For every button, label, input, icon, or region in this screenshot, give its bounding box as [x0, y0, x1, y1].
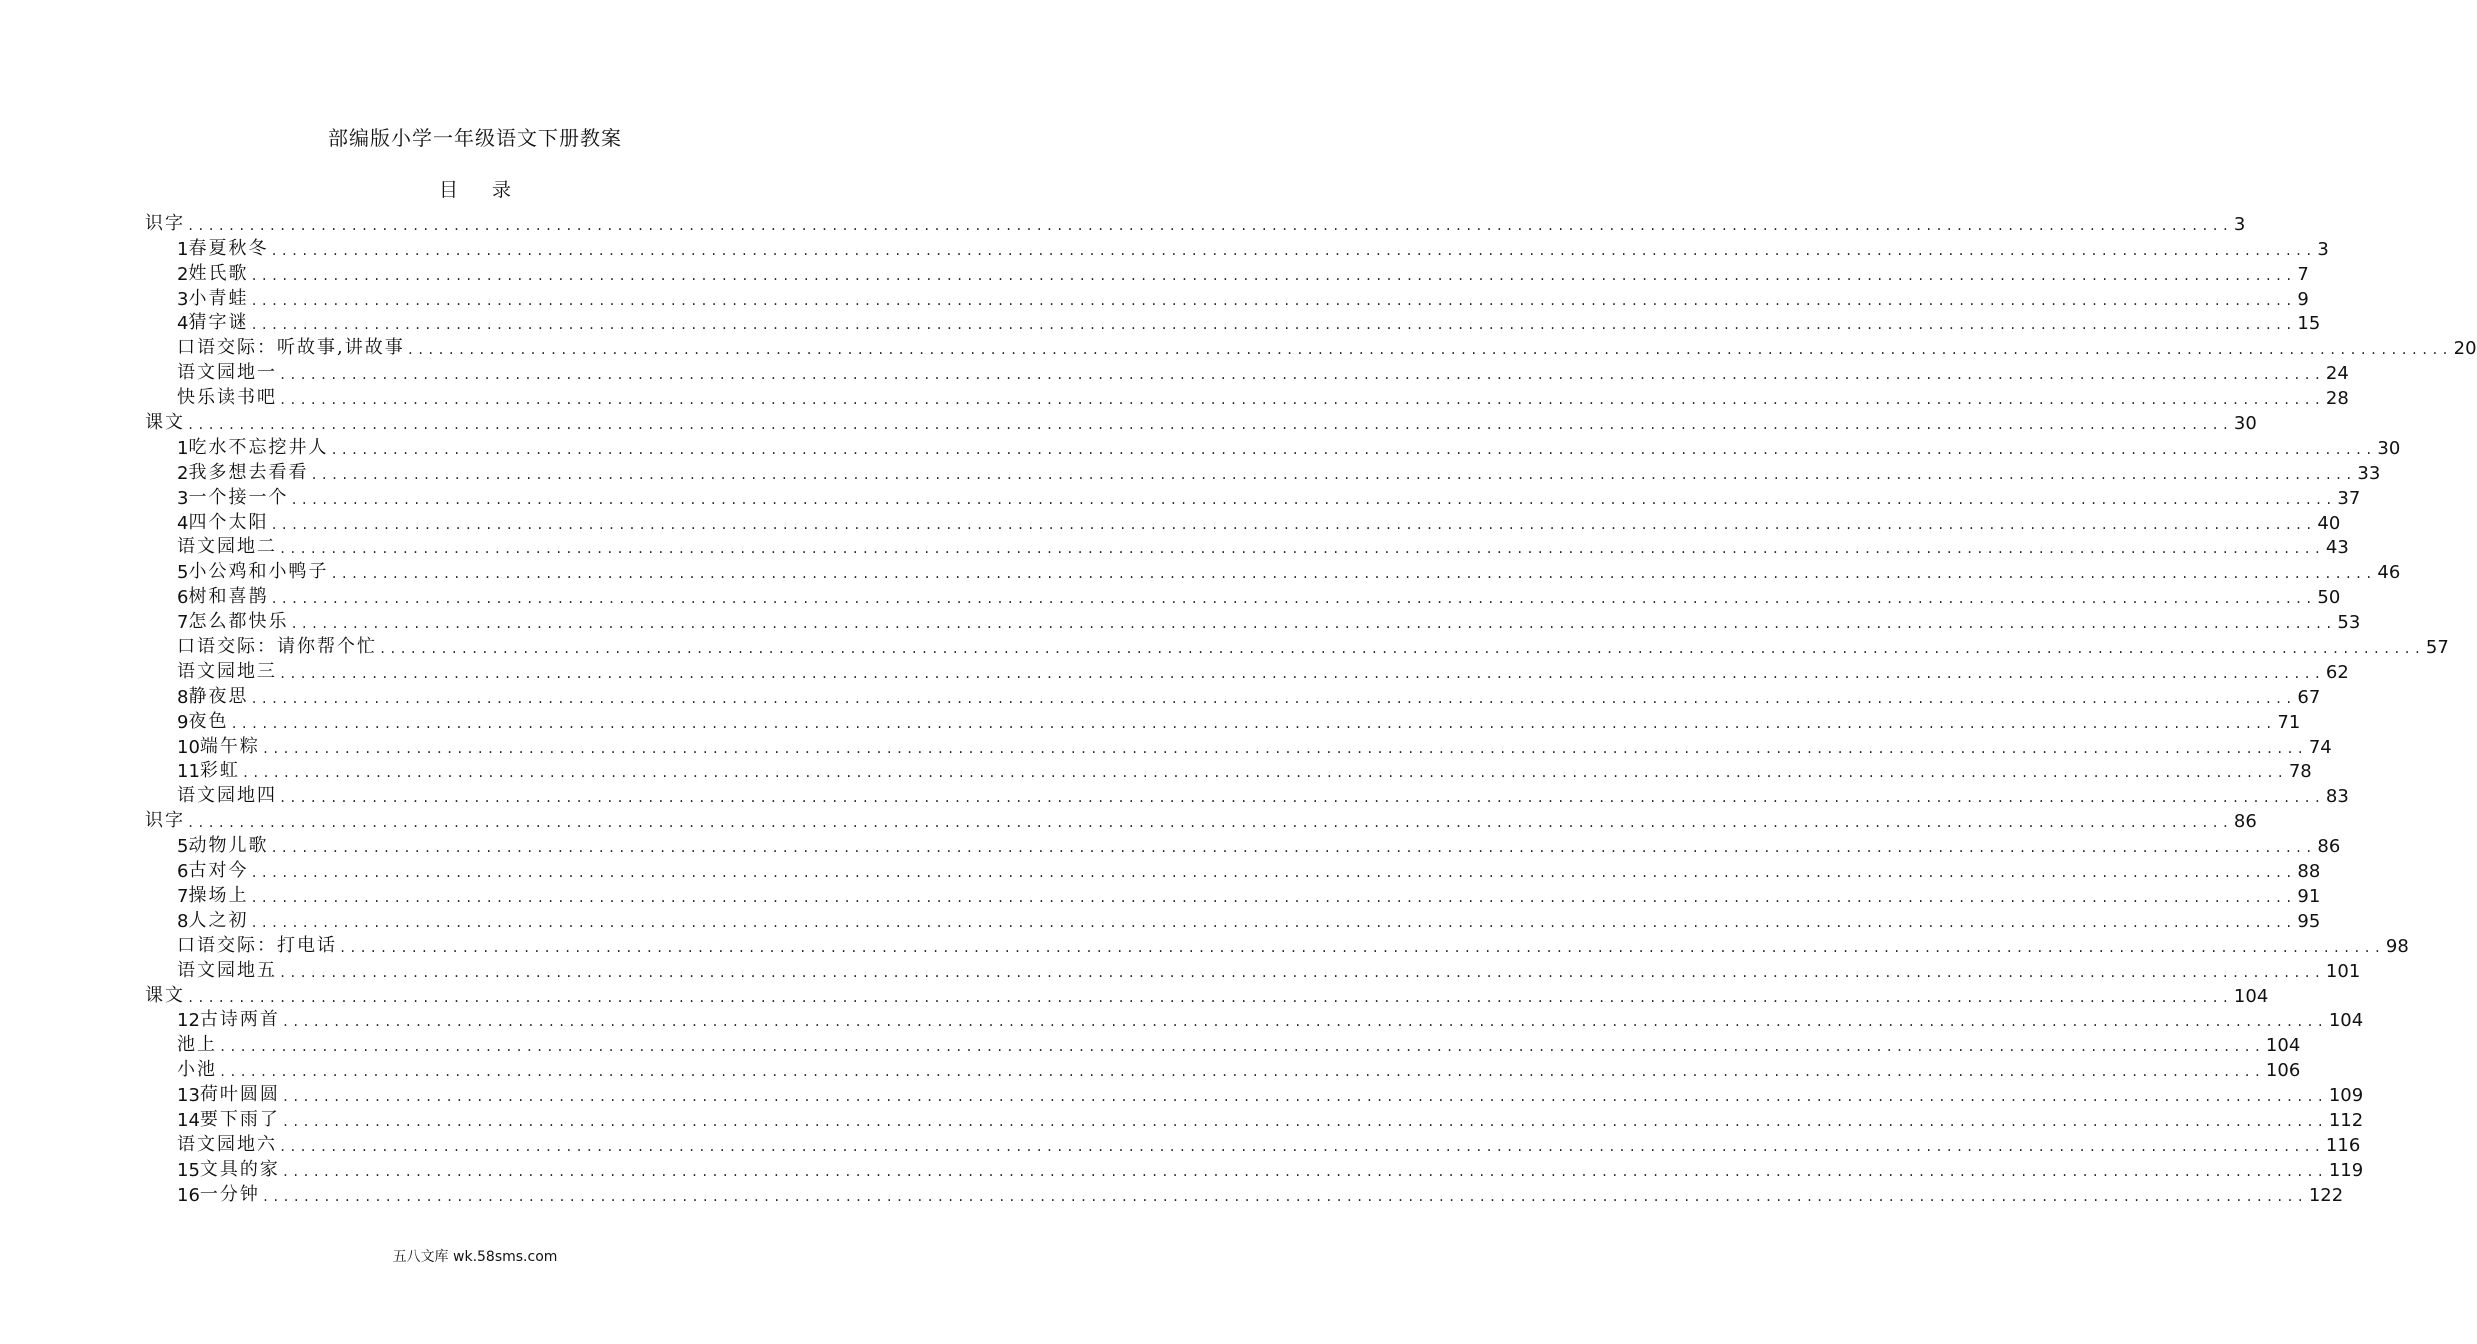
- toc-entry-page: 53: [2337, 612, 2361, 634]
- toc-entry-label: 识字: [145, 810, 185, 832]
- toc-entry[interactable]: [145, 1181, 2344, 1206]
- toc-entry-label: 操场上: [188, 884, 249, 906]
- toc-entry[interactable]: [145, 285, 2309, 310]
- toc-entry[interactable]: [145, 1106, 2364, 1131]
- toc-leader-dots: ........................................................................................................................................................................................................: [270, 517, 2316, 532]
- toc-entry-page: 62: [2325, 661, 2349, 683]
- toc-entry-page: 104: [2265, 1035, 2301, 1057]
- toc-entry-page: 20: [2453, 338, 2477, 360]
- toc-entry-label: 古诗两首: [199, 1009, 280, 1031]
- toc-entry-label: 要下雨了: [199, 1108, 280, 1130]
- toc-leader-dots: ........................................................................................................................................................................................................: [241, 766, 2287, 781]
- toc-entry-label: 怎么都快乐: [188, 611, 289, 633]
- toc-entry[interactable]: [145, 658, 2349, 683]
- toc-entry-number: 6: [177, 587, 189, 609]
- toc-entry-page: 40: [2317, 512, 2341, 534]
- toc-entry-label: 夜色: [188, 710, 229, 732]
- toc-leader-dots: ........................................................................................................................................................................................................: [281, 1164, 2327, 1179]
- toc-entry-label: 树和喜鹊: [188, 586, 269, 608]
- toc-entry[interactable]: [145, 260, 2309, 285]
- toc-leader-dots: ........................................................................................................................................................................................................: [187, 418, 2232, 433]
- toc-entry[interactable]: [145, 434, 2401, 459]
- toc-entry[interactable]: [145, 708, 2301, 733]
- toc-entry-label: 猜字谜: [188, 312, 249, 334]
- toc-entry-number: 16: [177, 1184, 200, 1206]
- toc-entry-page: 67: [2297, 686, 2321, 708]
- toc-entry-page: 74: [2308, 736, 2332, 758]
- toc-entry[interactable]: [145, 1156, 2364, 1181]
- toc-entry[interactable]: [145, 583, 2341, 609]
- toc-entry[interactable]: [145, 384, 2349, 410]
- toc-entry-page: 15: [2297, 313, 2321, 335]
- toc-leader-dots: ........................................................................................................................................................................................................: [261, 1189, 2307, 1204]
- toc-entry-page: 104: [2328, 1010, 2364, 1032]
- toc-entry-number: 4: [177, 313, 189, 335]
- toc-entry-label: 语文园地四: [177, 785, 277, 807]
- toc-entry-page: 119: [2328, 1159, 2364, 1181]
- toc-leader-dots: ........................................................................................................................................................................................................: [250, 890, 2296, 905]
- toc-entry-number: 2: [177, 263, 189, 285]
- toc-entry-label: 小青蛙: [188, 287, 249, 309]
- toc-entry-label: 小公鸡和小鸭子: [188, 561, 329, 583]
- toc-entry[interactable]: [145, 459, 2381, 484]
- toc-entry-page: 98: [2385, 935, 2409, 957]
- toc-leader-dots: ........................................................................................................................................................................................................: [187, 990, 2232, 1005]
- toc-entry-number: 4: [177, 512, 189, 534]
- toc-entry[interactable]: [145, 907, 2321, 932]
- toc-entry-page: 28: [2325, 388, 2349, 410]
- toc-entry-page: 116: [2325, 1134, 2361, 1156]
- toc-entry-number: 14: [177, 1109, 200, 1131]
- toc-entry-page: 86: [2317, 836, 2341, 858]
- toc-entry-label: 课文: [145, 412, 185, 434]
- toc-leader-dots: ........................................................................................................................................................................................................: [250, 691, 2296, 706]
- toc-entry-label: 春夏秋冬: [188, 237, 269, 259]
- toc-entry-page: 46: [2377, 562, 2401, 584]
- toc-leader-dots: ........................................................................................................................................................................................................: [219, 1040, 2264, 1055]
- toc-entry-number: 5: [177, 836, 189, 858]
- toc-entry-number: 8: [177, 910, 189, 932]
- toc-leader-dots: ........................................................................................................................................................................................................: [270, 841, 2316, 856]
- toc-entry-label: 古对今: [188, 860, 249, 882]
- toc-entry-label: 静夜思: [188, 685, 249, 707]
- toc-entry[interactable]: [145, 1131, 2361, 1156]
- toc-entry-label: 语文园地六: [177, 1133, 277, 1155]
- toc-entry-label: 语文园地五: [177, 959, 277, 981]
- toc-leader-dots: ........................................................................................................................................................................................................: [379, 642, 2424, 657]
- toc-entry-number: 7: [177, 612, 189, 634]
- toc-entry-number: 3: [177, 288, 189, 310]
- toc-entry-number: 13: [177, 1085, 200, 1107]
- toc-leader-dots: ........................................................................................................................................................................................................: [279, 965, 2324, 980]
- toc-entry-page: 101: [2325, 960, 2361, 982]
- toc-entry-page: 91: [2297, 885, 2321, 907]
- toc-entry[interactable]: [145, 334, 2477, 360]
- toc-entry[interactable]: [145, 534, 2349, 559]
- toc-entry-label: 彩虹: [199, 760, 240, 782]
- toc-entry-page: 78: [2288, 761, 2312, 783]
- toc-leader-dots: ........................................................................................................................................................................................................: [270, 592, 2316, 607]
- toc-entry-label: 我多想去看看: [188, 461, 309, 483]
- toc-entry[interactable]: [145, 832, 2341, 858]
- toc-entry-label: 口语交际：请你帮个忙: [177, 636, 377, 658]
- toc-entry[interactable]: [145, 882, 2321, 907]
- toc-entry-number: 5: [177, 562, 189, 584]
- toc-entry-page: 43: [2325, 537, 2349, 559]
- toc-leader-dots: ........................................................................................................................................................................................................: [281, 1090, 2327, 1105]
- document-title: 部编版小学一年级语文下册教案: [328, 126, 622, 150]
- toc-entry[interactable]: [145, 1007, 2364, 1032]
- toc-entry[interactable]: [145, 1031, 2301, 1057]
- toc-leader-dots: ........................................................................................................................................................................................................: [230, 716, 2276, 731]
- toc-entry-number: 15: [177, 1159, 200, 1181]
- toc-entry-number: 8: [177, 686, 189, 708]
- toc-entry-number: 3: [177, 487, 189, 509]
- toc-leader-dots: ........................................................................................................................................................................................................: [279, 1139, 2324, 1154]
- toc-entry-number: 2: [177, 462, 189, 484]
- toc-leader-dots: ........................................................................................................................................................................................................: [330, 567, 2376, 582]
- toc-leader-dots: ........................................................................................................................................................................................................: [281, 1015, 2327, 1030]
- toc-entry-page: 3: [2317, 238, 2329, 260]
- toc-leader-dots: ........................................................................................................................................................................................................: [187, 218, 2232, 233]
- toc-entry-page: 30: [2233, 413, 2257, 435]
- toc-entry-number: 6: [177, 861, 189, 883]
- toc-leader-dots: ........................................................................................................................................................................................................: [187, 816, 2232, 831]
- toc-entry-page: 37: [2337, 487, 2361, 509]
- toc-leader-dots: ........................................................................................................................................................................................................: [279, 393, 2324, 408]
- toc-entry-page: 86: [2233, 811, 2257, 833]
- toc-leader-dots: ........................................................................................................................................................................................................: [250, 268, 2296, 283]
- toc-entry-page: 95: [2297, 910, 2321, 932]
- footer-watermark: 五八文库 wk.58sms.com: [392, 1249, 558, 1265]
- toc-entry[interactable]: [145, 558, 2401, 584]
- toc-entry-label: 识字: [145, 212, 185, 234]
- toc-entry-label: 四个太阳: [188, 511, 269, 533]
- toc-entry-page: 33: [2357, 462, 2381, 484]
- toc-entry[interactable]: [145, 932, 2409, 957]
- toc-entry[interactable]: [145, 683, 2321, 708]
- toc-entry-number: 1: [177, 437, 189, 459]
- toc-entry-page: 50: [2317, 587, 2341, 609]
- toc-entry-page: 88: [2297, 861, 2321, 883]
- toc-leader-dots: ........................................................................................................................................................................................................: [279, 368, 2324, 383]
- toc-entry[interactable]: [145, 1081, 2364, 1107]
- toc-entry[interactable]: [145, 409, 2257, 435]
- toc-entry-number: 1: [177, 238, 189, 260]
- toc-entry[interactable]: [145, 1056, 2301, 1082]
- toc-leader-dots: ........................................................................................................................................................................................................: [219, 1065, 2264, 1080]
- toc-leader-dots: ........................................................................................................................................................................................................: [250, 915, 2296, 930]
- toc-entry[interactable]: [145, 608, 2361, 634]
- toc-leader-dots: ........................................................................................................................................................................................................: [279, 791, 2324, 806]
- toc-entry-page: 57: [2425, 637, 2449, 659]
- toc-entry-number: 7: [177, 885, 189, 907]
- toc-entry-page: 71: [2277, 711, 2301, 733]
- toc-entry-label: 人之初: [188, 909, 249, 931]
- toc-entry-label: 动物儿歌: [188, 835, 269, 857]
- toc-entry-page: 3: [2233, 213, 2246, 235]
- toc-entry-number: 11: [177, 761, 200, 783]
- toc-entry-page: 83: [2325, 786, 2349, 808]
- toc-entry-number: 12: [177, 1010, 200, 1032]
- toc-entry-label: 口语交际：听故事,讲故事: [177, 337, 405, 359]
- toc-entry-page: 109: [2328, 1085, 2364, 1107]
- toc-heading: 目 录: [438, 179, 512, 201]
- toc-leader-dots: ........................................................................................................................................................................................................: [250, 293, 2296, 308]
- toc-leader-dots: ........................................................................................................................................................................................................: [261, 741, 2307, 756]
- toc-leader-dots: ........................................................................................................................................................................................................: [250, 866, 2296, 881]
- table-of-contents: [145, 210, 2477, 1206]
- toc-entry-page: 9: [2297, 288, 2309, 310]
- toc-entry-label: 一分钟: [199, 1183, 260, 1205]
- toc-entry[interactable]: [145, 359, 2349, 385]
- toc-entry-page: 112: [2328, 1109, 2364, 1131]
- toc-entry[interactable]: [145, 235, 2329, 260]
- toc-leader-dots: ........................................................................................................................................................................................................: [330, 442, 2376, 457]
- toc-entry-label: 快乐读书吧: [177, 387, 277, 409]
- toc-leader-dots: ........................................................................................................................................................................................................: [290, 492, 2336, 507]
- toc-entry[interactable]: [145, 310, 2321, 335]
- toc-entry-page: 30: [2377, 437, 2401, 459]
- toc-entry-label: 姓氏歌: [188, 262, 249, 284]
- toc-entry-label: 吃水不忘挖井人: [188, 436, 329, 458]
- toc-entry-page: 104: [2233, 985, 2269, 1007]
- toc-entry-label: 荷叶圆圆: [199, 1084, 280, 1106]
- toc-entry-number: 9: [177, 711, 189, 733]
- toc-leader-dots: ........................................................................................................................................................................................................: [339, 940, 2384, 955]
- toc-entry-page: 7: [2297, 263, 2309, 285]
- toc-leader-dots: ........................................................................................................................................................................................................: [250, 318, 2296, 333]
- toc-entry-label: 文具的家: [199, 1158, 280, 1180]
- toc-entry[interactable]: [145, 782, 2349, 808]
- toc-entry[interactable]: [145, 484, 2361, 509]
- toc-entry[interactable]: [145, 758, 2312, 783]
- toc-entry[interactable]: [145, 982, 2269, 1007]
- toc-entry-label: 小池: [177, 1059, 217, 1081]
- toc-entry[interactable]: [145, 633, 2449, 659]
- toc-entry[interactable]: [145, 807, 2257, 833]
- toc-leader-dots: ........................................................................................................................................................................................................: [290, 617, 2336, 632]
- toc-entry-page: 122: [2308, 1184, 2344, 1206]
- toc-leader-dots: ........................................................................................................................................................................................................: [406, 343, 2452, 358]
- toc-entry-label: 一个接一个: [188, 486, 289, 508]
- toc-entry-label: 端午粽: [199, 735, 260, 757]
- toc-entry-page: 24: [2325, 363, 2349, 385]
- toc-entry-label: 课文: [145, 984, 185, 1006]
- toc-entry-label: 语文园地一: [177, 362, 277, 384]
- toc-entry-label: 语文园地三: [177, 660, 277, 682]
- toc-entry-label: 语文园地二: [177, 536, 277, 558]
- toc-leader-dots: ........................................................................................................................................................................................................: [281, 1114, 2327, 1129]
- toc-entry-label: 口语交际：打电话: [177, 934, 337, 956]
- toc-entry-label: 池上: [177, 1034, 217, 1056]
- toc-entry[interactable]: [145, 857, 2321, 883]
- toc-leader-dots: ........................................................................................................................................................................................................: [270, 243, 2316, 258]
- toc-entry[interactable]: [145, 210, 2246, 235]
- toc-entry[interactable]: [145, 509, 2341, 534]
- toc-leader-dots: ........................................................................................................................................................................................................: [310, 467, 2356, 482]
- toc-entry-page: 106: [2265, 1060, 2301, 1082]
- toc-entry[interactable]: [145, 957, 2361, 982]
- toc-leader-dots: ........................................................................................................................................................................................................: [279, 542, 2324, 557]
- toc-entry-number: 10: [177, 736, 200, 758]
- toc-leader-dots: ........................................................................................................................................................................................................: [279, 666, 2324, 681]
- toc-entry[interactable]: [145, 733, 2332, 758]
